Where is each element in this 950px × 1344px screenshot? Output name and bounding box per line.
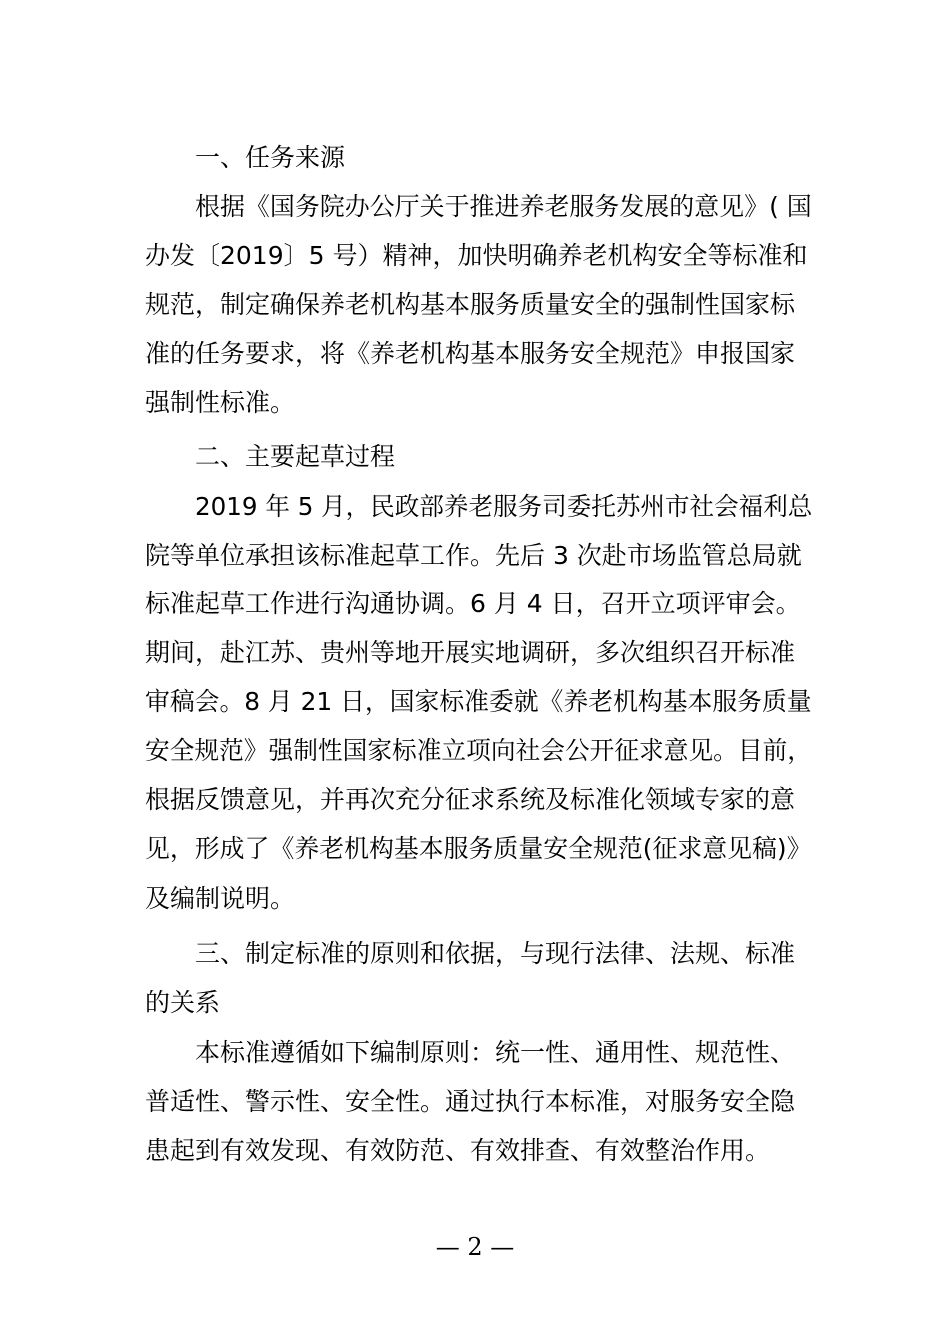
paragraph-line: 根据反馈意见，并再次充分征求系统及标准化领域专家的意	[145, 785, 796, 814]
paragraph-line: 强制性标准。	[145, 388, 296, 417]
paragraph-line: 普适性、警示性、安全性。通过执行本标准，对服务安全隐	[145, 1087, 796, 1116]
paragraph-line: 院等单位承担该标准起草工作。先后 3 次赴市场监管总局就	[145, 541, 802, 570]
section-heading-drafting-process: 二、主要起草过程	[195, 442, 396, 471]
paragraph-line: 患起到有效发现、有效防范、有效排查、有效整治作用。	[145, 1136, 771, 1165]
paragraph-line: 审稿会。8 月 21 日，国家标准委就《养老机构基本服务质量	[145, 687, 812, 716]
section-heading-principles-cont: 的关系	[145, 988, 221, 1017]
paragraph-line: 本标准遵循如下编制原则：统一性、通用性、规范性、	[195, 1038, 796, 1067]
paragraph-line: 及编制说明。	[145, 884, 296, 913]
paragraph-line: 根据《国务院办公厅关于推进养老服务发展的意见》( 国	[195, 192, 812, 221]
paragraph-line: 规范，制定确保养老机构基本服务质量安全的强制性国家标	[145, 290, 796, 319]
section-heading-task-source: 一、任务来源	[195, 143, 346, 172]
paragraph-line: 见，形成了《养老机构基本服务质量安全规范(征求意见稿)》	[145, 834, 812, 863]
page-number: — 2 —	[435, 1233, 515, 1261]
paragraph-line: 期间，赴江苏、贵州等地开展实地调研，多次组织召开标准	[145, 638, 796, 667]
paragraph-line: 准的任务要求，将《养老机构基本服务安全规范》申报国家	[145, 339, 796, 368]
section-heading-principles: 三、制定标准的原则和依据，与现行法律、法规、标准	[195, 939, 796, 968]
paragraph-line: 安全规范》强制性国家标准立项向社会公开征求意见。目前，	[145, 736, 812, 765]
paragraph-line: 办发〔2019〕5 号）精神，加快明确养老机构安全等标准和	[145, 241, 808, 270]
paragraph-line: 2019 年 5 月，民政部养老服务司委托苏州市社会福利总	[195, 492, 813, 521]
paragraph-line: 标准起草工作进行沟通协调。6 月 4 日，召开立项评审会。	[145, 589, 801, 618]
